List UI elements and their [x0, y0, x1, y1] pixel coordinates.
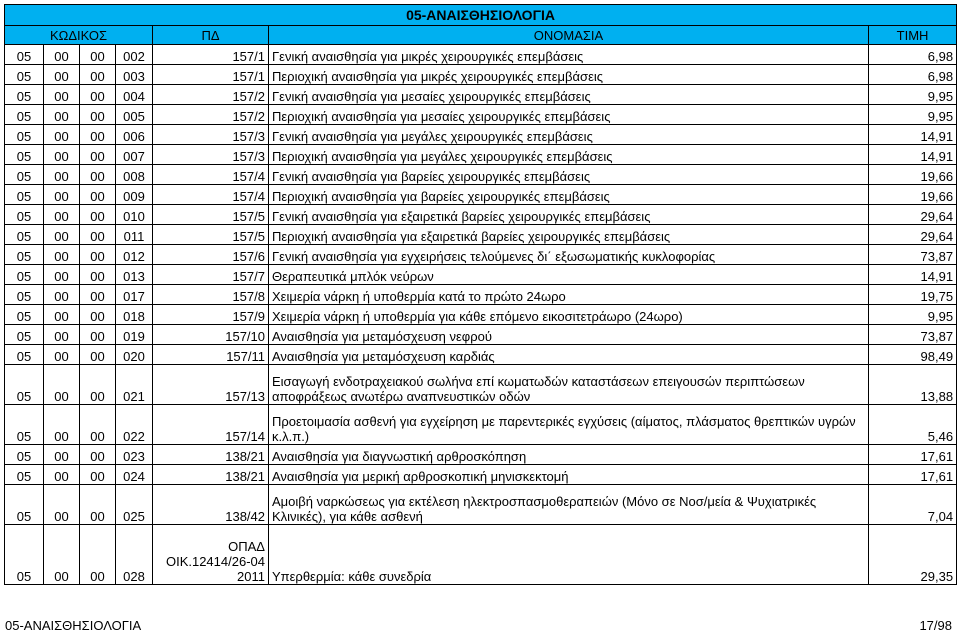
pd-cell: 138/42: [153, 485, 269, 525]
pd-cell: 157/2: [153, 85, 269, 105]
code-part-2: 00: [44, 65, 80, 85]
price-cell: 19,66: [869, 185, 957, 205]
name-cell: Αναισθησία για μερική αρθροσκοπική μηνισκεκτομή: [269, 465, 869, 485]
name-cell: Γενική αναισθησία για εξαιρετικά βαρείες χειρουργικές επεμβάσεις: [269, 205, 869, 225]
code-part-2: 00: [44, 185, 80, 205]
code-part-4: 012: [116, 245, 153, 265]
table-row: [5, 485, 957, 525]
pd-cell: 157/4: [153, 185, 269, 205]
table-row: [5, 205, 957, 225]
code-part-3: 00: [80, 45, 116, 65]
pd-cell: 157/8: [153, 285, 269, 305]
table-row: [5, 125, 957, 145]
name-cell: Γενική αναισθησία για μεσαίες χειρουργικές επεμβάσεις: [269, 85, 869, 105]
code-part-1: 05: [5, 125, 44, 145]
name-cell: Αναισθησία για μεταμόσχευση καρδιάς: [269, 345, 869, 365]
code-part-4: 006: [116, 125, 153, 145]
code-part-4: 010: [116, 205, 153, 225]
code-part-4: 020: [116, 345, 153, 365]
code-part-2: 00: [44, 365, 80, 405]
code-part-1: 05: [5, 105, 44, 125]
price-cell: 7,04: [869, 485, 957, 525]
code-part-2: 00: [44, 145, 80, 165]
code-part-4: 007: [116, 145, 153, 165]
pd-cell: 157/5: [153, 225, 269, 245]
code-part-2: 00: [44, 325, 80, 345]
code-part-4: 002: [116, 45, 153, 65]
code-part-2: 00: [44, 445, 80, 465]
pd-cell: 157/4: [153, 165, 269, 185]
table-row: [5, 465, 957, 485]
code-part-3: 00: [80, 205, 116, 225]
header-name: ΟΝΟΜΑΣΙΑ: [269, 26, 869, 45]
price-cell: 98,49: [869, 345, 957, 365]
table-row: [5, 145, 957, 165]
code-part-3: 00: [80, 325, 116, 345]
code-part-3: 00: [80, 65, 116, 85]
code-part-1: 05: [5, 145, 44, 165]
table-row: [5, 265, 957, 285]
pd-cell: 157/3: [153, 145, 269, 165]
price-cell: 19,75: [869, 285, 957, 305]
price-cell: 29,35: [869, 525, 957, 585]
header-row: [5, 26, 957, 45]
name-cell: Αναισθησία για μεταμόσχευση νεφρού: [269, 325, 869, 345]
code-part-3: 00: [80, 185, 116, 205]
code-part-4: 023: [116, 445, 153, 465]
code-part-1: 05: [5, 325, 44, 345]
pd-cell: 157/9: [153, 305, 269, 325]
name-cell: Προετοιμασία ασθενή για εγχείρηση με παρεντερικές εγχύσεις (αίματος, πλάσματος θρεπτικών υγρών κ.λ.π.): [269, 405, 869, 445]
price-cell: 9,95: [869, 85, 957, 105]
code-part-2: 00: [44, 265, 80, 285]
table-row: [5, 445, 957, 465]
code-part-1: 05: [5, 225, 44, 245]
code-part-1: 05: [5, 185, 44, 205]
code-part-3: 00: [80, 345, 116, 365]
table-row: [5, 45, 957, 65]
code-part-4: 017: [116, 285, 153, 305]
code-part-3: 00: [80, 165, 116, 185]
code-part-3: 00: [80, 485, 116, 525]
price-cell: 5,46: [869, 405, 957, 445]
table-row: [5, 285, 957, 305]
code-part-4: 004: [116, 85, 153, 105]
code-part-2: 00: [44, 345, 80, 365]
table-title: 05-ΑΝΑΙΣΘΗΣΙΟΛΟΓΙΑ: [5, 5, 957, 26]
table-row: [5, 65, 957, 85]
price-cell: 14,91: [869, 265, 957, 285]
code-part-4: 019: [116, 325, 153, 345]
table-row: [5, 525, 957, 585]
price-cell: 14,91: [869, 145, 957, 165]
code-part-2: 00: [44, 405, 80, 445]
name-cell: Γενική αναισθησία για μικρές χειρουργικές επεμβάσεις: [269, 45, 869, 65]
price-cell: 19,66: [869, 165, 957, 185]
name-cell: Θεραπευτικά μπλόκ νεύρων: [269, 265, 869, 285]
code-part-3: 00: [80, 105, 116, 125]
code-part-2: 00: [44, 305, 80, 325]
name-cell: Αναισθησία για διαγνωστική αρθροσκόπηση: [269, 445, 869, 465]
code-part-4: 013: [116, 265, 153, 285]
pd-cell: 138/21: [153, 465, 269, 485]
price-cell: 9,95: [869, 305, 957, 325]
pd-cell: ΟΠΑΔ ΟΙΚ.12414/26-04 2011: [153, 525, 269, 585]
code-part-1: 05: [5, 525, 44, 585]
name-cell: Αμοιβή ναρκώσεως για εκτέλεση ηλεκτροσπασμοθεραπειών (Μόνο σε Νοσ/μεία & Ψυχιατρικές Κλινικές), για κάθε ασθενή: [269, 485, 869, 525]
table-row: [5, 305, 957, 325]
code-part-3: 00: [80, 365, 116, 405]
code-part-2: 00: [44, 285, 80, 305]
price-cell: 17,61: [869, 465, 957, 485]
name-cell: Περιοχική αναισθησία για μικρές χειρουργικές επεμβάσεις: [269, 65, 869, 85]
code-part-1: 05: [5, 485, 44, 525]
code-part-4: 022: [116, 405, 153, 445]
code-part-3: 00: [80, 525, 116, 585]
code-part-4: 003: [116, 65, 153, 85]
pd-cell: 157/6: [153, 245, 269, 265]
name-cell: Περιοχική αναισθησία για μεγάλες χειρουργικές επεμβάσεις: [269, 145, 869, 165]
code-part-3: 00: [80, 245, 116, 265]
pd-cell: 157/7: [153, 265, 269, 285]
code-part-1: 05: [5, 65, 44, 85]
code-part-3: 00: [80, 85, 116, 105]
code-part-1: 05: [5, 345, 44, 365]
price-cell: 29,64: [869, 205, 957, 225]
pd-cell: 157/10: [153, 325, 269, 345]
code-part-2: 00: [44, 225, 80, 245]
code-part-2: 00: [44, 165, 80, 185]
code-part-3: 00: [80, 305, 116, 325]
table-row: [5, 185, 957, 205]
code-part-2: 00: [44, 485, 80, 525]
table-row: [5, 165, 957, 185]
code-part-3: 00: [80, 145, 116, 165]
code-part-4: 025: [116, 485, 153, 525]
table-row: [5, 225, 957, 245]
code-part-3: 00: [80, 405, 116, 445]
code-part-3: 00: [80, 265, 116, 285]
pd-cell: 157/1: [153, 65, 269, 85]
anesthesiology-table: [4, 4, 957, 585]
code-part-1: 05: [5, 85, 44, 105]
code-part-1: 05: [5, 245, 44, 265]
name-cell: Περιοχική αναισθησία για μεσαίες χειρουργικές επεμβάσεις: [269, 105, 869, 125]
code-part-4: 021: [116, 365, 153, 405]
price-cell: 14,91: [869, 125, 957, 145]
code-part-4: 011: [116, 225, 153, 245]
name-cell: Περιοχική αναισθησία για εξαιρετικά βαρείες χειρουργικές επεμβάσεις: [269, 225, 869, 245]
code-part-3: 00: [80, 465, 116, 485]
header-pd: ΠΔ: [153, 26, 269, 45]
code-part-2: 00: [44, 205, 80, 225]
code-part-3: 00: [80, 225, 116, 245]
table-row: [5, 245, 957, 265]
code-part-4: 009: [116, 185, 153, 205]
code-part-4: 024: [116, 465, 153, 485]
code-part-1: 05: [5, 265, 44, 285]
code-part-1: 05: [5, 205, 44, 225]
pd-cell: 138/21: [153, 445, 269, 465]
code-part-1: 05: [5, 285, 44, 305]
code-part-1: 05: [5, 465, 44, 485]
code-part-2: 00: [44, 105, 80, 125]
table-row: [5, 405, 957, 445]
pd-cell: 157/3: [153, 125, 269, 145]
pd-cell: 157/13: [153, 365, 269, 405]
price-cell: 73,87: [869, 325, 957, 345]
price-cell: 29,64: [869, 225, 957, 245]
code-part-4: 005: [116, 105, 153, 125]
code-part-3: 00: [80, 445, 116, 465]
code-part-1: 05: [5, 365, 44, 405]
code-part-3: 00: [80, 285, 116, 305]
name-cell: Γενική αναισθησία για μεγάλες χειρουργικές επεμβάσεις: [269, 125, 869, 145]
price-cell: 13,88: [869, 365, 957, 405]
pd-cell: 157/5: [153, 205, 269, 225]
table-title-row: [5, 5, 957, 26]
pd-cell: 157/14: [153, 405, 269, 445]
code-part-3: 00: [80, 125, 116, 145]
header-price: ΤΙΜΗ: [869, 26, 957, 45]
price-cell: 73,87: [869, 245, 957, 265]
name-cell: Χειμερία νάρκη ή υποθερμία κατά το πρώτο 24ωρο: [269, 285, 869, 305]
code-part-2: 00: [44, 125, 80, 145]
name-cell: Γενική αναισθησία για βαρείες χειρουργικές επεμβάσεις: [269, 165, 869, 185]
table-row: [5, 365, 957, 405]
pd-cell: 157/1: [153, 45, 269, 65]
name-cell: Εισαγωγή ενδοτραχειακού σωλήνα επί κωματωδών καταστάσεων επειγουσών περιπτώσεων αποφράξεως ανωτέρω αναπνευστικών οδών: [269, 365, 869, 405]
code-part-1: 05: [5, 45, 44, 65]
table-row: [5, 85, 957, 105]
name-cell: Περιοχική αναισθησία για βαρείες χειρουργικές επεμβάσεις: [269, 185, 869, 205]
name-cell: Υπερθερμία: κάθε συνεδρία: [269, 525, 869, 585]
price-cell: 6,98: [869, 65, 957, 85]
code-part-2: 00: [44, 45, 80, 65]
code-part-2: 00: [44, 85, 80, 105]
footer-section-name: 05-ΑΝΑΙΣΘΗΣΙΟΛΟΓΙΑ: [5, 618, 142, 633]
pd-cell: 157/2: [153, 105, 269, 125]
header-code: ΚΩΔΙΚΟΣ: [5, 26, 153, 45]
pd-cell: 157/11: [153, 345, 269, 365]
code-part-1: 05: [5, 405, 44, 445]
code-part-4: 028: [116, 525, 153, 585]
table-row: [5, 105, 957, 125]
price-cell: 17,61: [869, 445, 957, 465]
price-cell: 9,95: [869, 105, 957, 125]
code-part-1: 05: [5, 305, 44, 325]
name-cell: Χειμερία νάρκη ή υποθερμία για κάθε επόμενο εικοσιτετράωρο (24ωρο): [269, 305, 869, 325]
code-part-2: 00: [44, 465, 80, 485]
table-row: [5, 325, 957, 345]
price-cell: 6,98: [869, 45, 957, 65]
code-part-1: 05: [5, 445, 44, 465]
code-part-4: 018: [116, 305, 153, 325]
code-part-2: 00: [44, 525, 80, 585]
code-part-2: 00: [44, 245, 80, 265]
name-cell: Γενική αναισθησία για εγχειρήσεις τελούμενες δι΄ εξωσωματικής κυκλοφορίας: [269, 245, 869, 265]
footer-page-number: 17/98: [919, 618, 952, 633]
code-part-1: 05: [5, 165, 44, 185]
code-part-4: 008: [116, 165, 153, 185]
table-row: [5, 345, 957, 365]
